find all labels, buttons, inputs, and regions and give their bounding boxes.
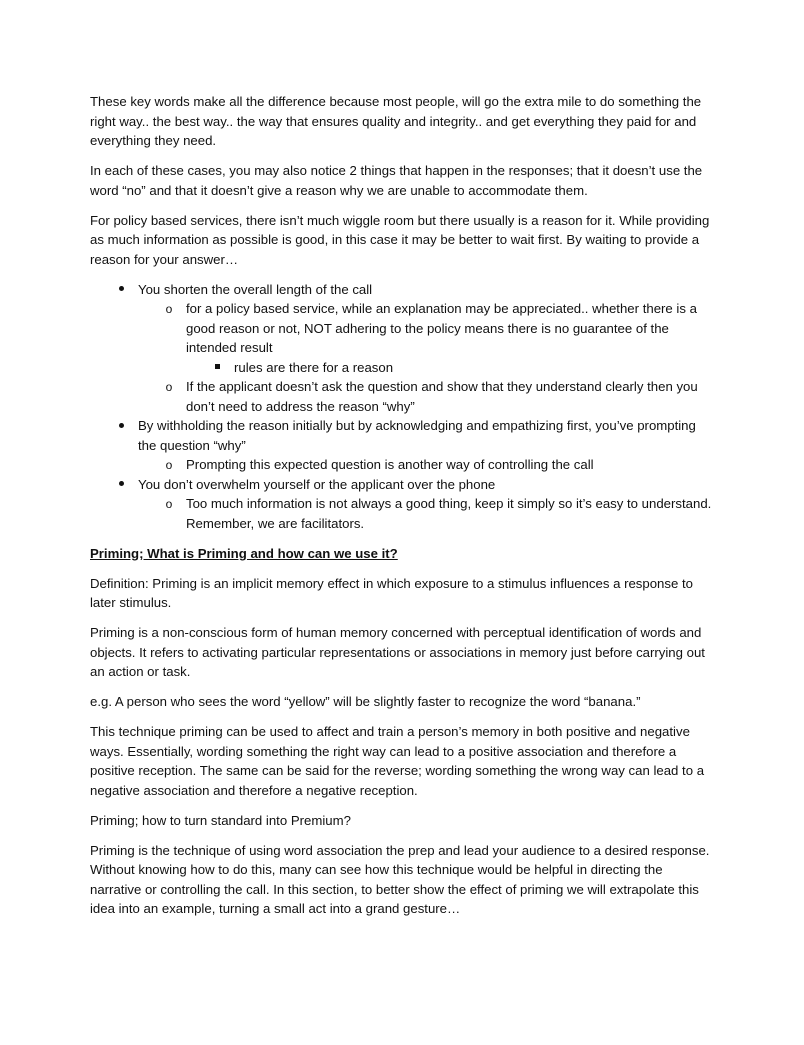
list-item xyxy=(138,299,716,377)
list-item xyxy=(186,358,716,378)
paragraph: Definition: Priming is an implicit memory effect in which exposure to a stimulus influences a response to later stimulus. xyxy=(90,575,693,610)
sub-list xyxy=(138,299,716,416)
paragraph: e.g. A person who sees the word “yellow” will be slightly faster to recognize the word “banana.” xyxy=(90,694,641,709)
list-item xyxy=(138,455,716,475)
bullet-circle-icon xyxy=(162,455,176,476)
list-item-text: If the applicant doesn’t ask the question and show that they understand clearly then you don’t need to address the reason “why” xyxy=(186,379,698,414)
document-page xyxy=(90,92,716,929)
list-item-text: You don’t overwhelm yourself or the applicant over the phone xyxy=(138,476,496,492)
list-item-text: rules are there for a reason xyxy=(234,359,394,375)
sub-list xyxy=(138,455,716,475)
list-item-text: Too much information is not always a good thing, keep it simply so it’s easy to understand. Remember, we are facilitators. xyxy=(186,496,712,531)
bullet-disc-icon xyxy=(114,416,128,436)
bullet-disc-icon xyxy=(114,280,128,300)
bullet-square-icon xyxy=(210,358,224,378)
paragraph: Priming; how to turn standard into Premium? xyxy=(90,812,351,828)
list-item xyxy=(90,416,716,475)
list-item-text: By withholding the reason initially but by acknowledging and empathizing first, you’ve prompting the question “why” xyxy=(138,418,696,453)
list-item xyxy=(138,377,716,416)
list-item-text: for a policy based service, while an explanation may be appreciated.. whether there is a good reason or not, NOT adhering to the policy means there is no guarantee of the intended result xyxy=(186,301,697,355)
list-item-text: You shorten the overall length of the call xyxy=(138,281,373,297)
bullet-list xyxy=(90,280,716,534)
bullet-circle-icon xyxy=(162,377,176,398)
paragraph: Priming is a non-conscious form of human memory concerned with perceptual identification of words and objects. It refers to activating particular representations or associations in memory just before carrying out an action or task. xyxy=(90,625,705,679)
paragraph: For policy based services, there isn’t much wiggle room but there usually is a reason for it. While providing as much information as possible is good, in this case it may be better to wait first. By waiting to provide a reason for your answer… xyxy=(90,212,710,267)
list-item-text: Prompting this expected question is another way of controlling the call xyxy=(186,457,594,472)
sub-sub-list xyxy=(186,358,716,378)
list-item xyxy=(138,494,716,533)
bullet-disc-icon xyxy=(114,475,128,495)
list-item xyxy=(90,475,716,534)
list-item xyxy=(90,280,716,417)
paragraph: These key words make all the difference because most people, will go the extra mile to do something the right way.. the best way.. the way that ensures quality and integrity.. and get everything they paid for and everything they need. xyxy=(90,94,702,148)
paragraph: This technique priming can be used to affect and train a person’s memory in both positive and negative ways. Essentially, wording something the right way can lead to a positive association and therefore a positive reception. The same can be said for the reverse; wording something the wrong way can lead to a negative association and therefore a negative reception. xyxy=(90,724,705,798)
bullet-circle-icon xyxy=(162,494,176,515)
paragraph: Priming is the technique of using word association the prep and lead your audience to a desired response. Without knowing how to do this, many can see how this technique would be helpful in directing the narrative or controlling the call. In this section, to better show the effect of priming we will extrapolate this idea into an example, turning a small act into a grand gesture… xyxy=(90,842,710,916)
section-heading: Priming; What is Priming and how can we use it? xyxy=(90,545,398,561)
paragraph: In each of these cases, you may also notice 2 things that happen in the responses; that it doesn’t use the word “no” and that it doesn’t give a reason why we are unable to accommodate them. xyxy=(90,163,703,198)
sub-list xyxy=(138,494,716,533)
bullet-circle-icon xyxy=(162,299,176,320)
